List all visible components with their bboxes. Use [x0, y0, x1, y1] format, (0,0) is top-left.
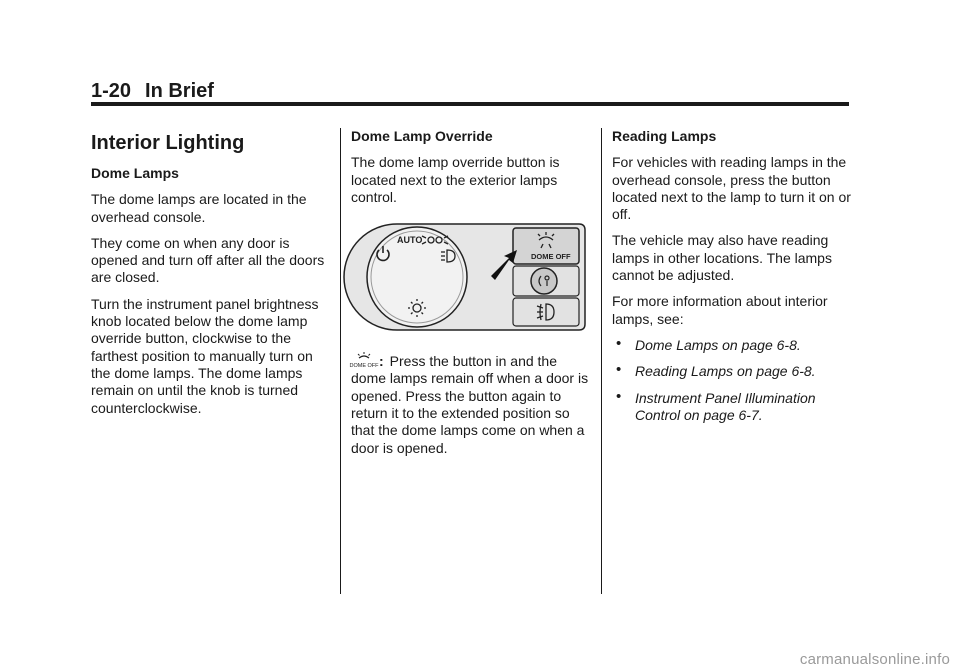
headlamp-control-diagram — [359, 220, 585, 338]
column-1 — [91, 128, 329, 426]
column-divider-2 — [601, 128, 602, 594]
cross-reference-link[interactable]: • Reading Lamps on page 6-8. — [612, 363, 852, 380]
auto-label: AUTO — [397, 235, 423, 246]
dome-lamps-heading: Dome Lamps — [91, 165, 179, 181]
paragraph: The dome lamps are located in the overhead console. — [91, 191, 307, 225]
section-title: In Brief — [145, 80, 214, 102]
column-3 — [612, 128, 852, 433]
paragraph: For more information about interior lamps, see: — [612, 293, 828, 327]
paragraph: The vehicle may also have reading lamps in other locations. The lamps cannot be adjusted. — [612, 232, 832, 284]
column-2 — [351, 128, 591, 466]
paragraph: They come on when any door is opened and turn off after all the doors are closed. — [91, 234, 325, 286]
paragraph: The dome lamp override button is located next to the exterior lamps control. — [351, 154, 560, 205]
brightness-thumbwheel — [531, 268, 557, 294]
icon-description: DOME OFF : Press the button in and the dome lamps remain off when a door is opened. Press the button again to return it to the extended position so that the dome lamps come on when a door is opened. — [349, 353, 589, 456]
watermark: carmanualsonline.info — [799, 651, 950, 668]
cross-reference-link[interactable]: • Dome Lamps on page 6-8. — [612, 337, 852, 354]
paragraph: Turn the instrument panel brightness knob located below the dome lamp override button, clockwise to the farthest position to manually turn on the dome lamps. The dome lamps remain on until the knob is turned counterclockwise. — [91, 295, 319, 416]
page-number: 1-20 — [91, 80, 132, 102]
cross-reference-link[interactable]: • Instrument Panel Illumination Control on page 6-7. — [612, 390, 852, 425]
dome-override-heading: Dome Lamp Override — [351, 128, 493, 144]
paragraph: For vehicles with reading lamps in the overhead console, press the button located next to the lamp to turn it on or off. — [612, 154, 851, 223]
reading-lamps-heading: Reading Lamps — [612, 128, 717, 144]
column-divider-1 — [340, 128, 341, 594]
icon-description-text: Press the button in and the dome lamps remain off when a door is opened. Press the button again to return it to the extended position so that the dome lamps come on when a door is opened. — [351, 353, 589, 456]
header-rule — [91, 102, 849, 106]
dome-off-label: DOME OFF — [531, 252, 571, 262]
page-header — [91, 80, 214, 103]
dome-off-icon-caption: DOME OFF — [349, 363, 379, 370]
dome-off-icon — [351, 352, 377, 368]
section-heading: Interior Lighting — [91, 132, 245, 154]
